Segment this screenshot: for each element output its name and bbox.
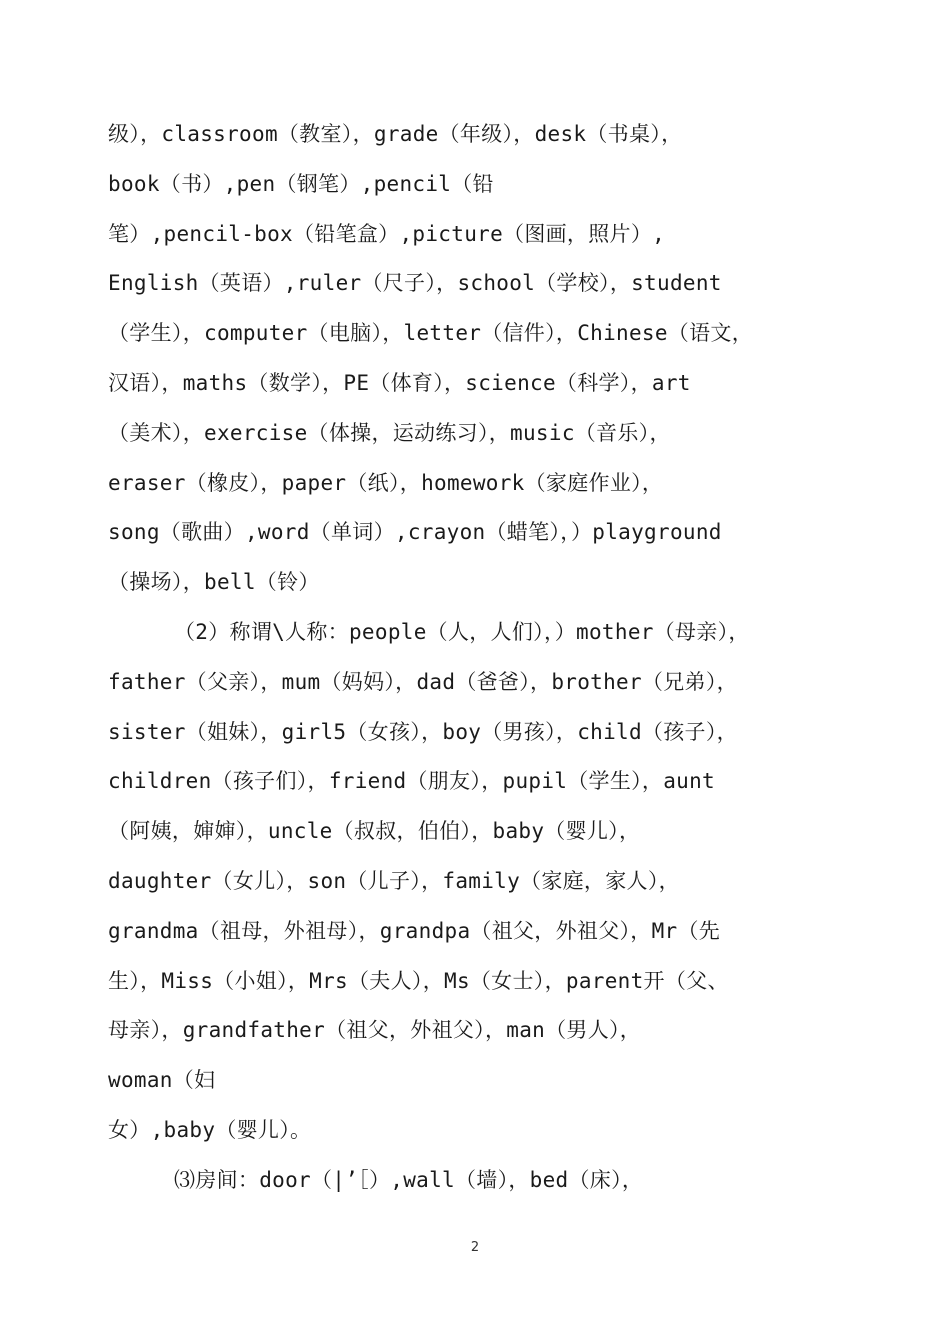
text-line-17: grandma（祖母，外祖母），grandpa（祖父，外祖父），Mr（先 — [108, 918, 721, 943]
text-line-21: 女）,baby（婴儿）。 — [108, 1117, 312, 1142]
page-number: 2 — [470, 1240, 480, 1255]
text-line-5: （学生），computer（电脑），letter（信件），Chinese（语文， — [108, 321, 754, 346]
text-line-20: woman（妇 — [108, 1068, 216, 1093]
text-line-15: （阿姨，婶婶），uncle（叔叔，伯伯），baby（婴儿）， — [108, 819, 641, 844]
text-line-12: father（父亲），mum（妈妈），dad（爸爸），brother（兄弟）， — [108, 669, 738, 694]
section-heading-people: （2）称谓\人称：people（人，人们），）mother（母亲）， — [174, 619, 750, 644]
text-line-13: sister（姐妹），girl5（女孩），boy（男孩），child（孩子）， — [108, 719, 738, 744]
text-line-18: 生），Miss（小姐），Mrs（夫人），Ms（女士），parent开（父、 — [108, 968, 729, 993]
text-line-10: （操场），bell（铃） — [108, 570, 320, 595]
text-line-8: eraser（橡皮），paper（纸），homework（家庭作业）， — [108, 470, 664, 495]
text-line-16: daughter（女儿），son（儿子），family（家庭，家人）， — [108, 868, 680, 893]
body-text — [108, 110, 868, 1206]
section-heading-rooms: ⑶房间：door（|’［）,wall（墙），bed（床）， — [174, 1167, 644, 1192]
text-line-4: English（英语）,ruler（尺子），school（学校），student — [108, 271, 722, 296]
text-line-2: book（书）,pen（钢笔）,pencil（铅 — [108, 171, 494, 196]
text-line-7: （美术），exercise（体操，运动练习），music（音乐）， — [108, 420, 671, 445]
text-line-6: 汉语），maths（数学），PE（体育），science（科学），art — [108, 370, 691, 395]
text-line-3: 笔）,pencil-box（铅笔盒）,picture（图画，照片）, — [108, 221, 666, 246]
text-line-19: 母亲），grandfather（祖父，外祖父），man（男人）， — [108, 1018, 642, 1043]
text-line-9: song（歌曲）,word（单词）,crayon（蜡笔），）playground — [108, 520, 722, 545]
text-line-1: 级），classroom（教室），grade（年级），desk（书桌）， — [108, 122, 683, 146]
text-line-14: children（孩子们），friend（朋友），pupil（学生），aunt — [108, 769, 715, 794]
